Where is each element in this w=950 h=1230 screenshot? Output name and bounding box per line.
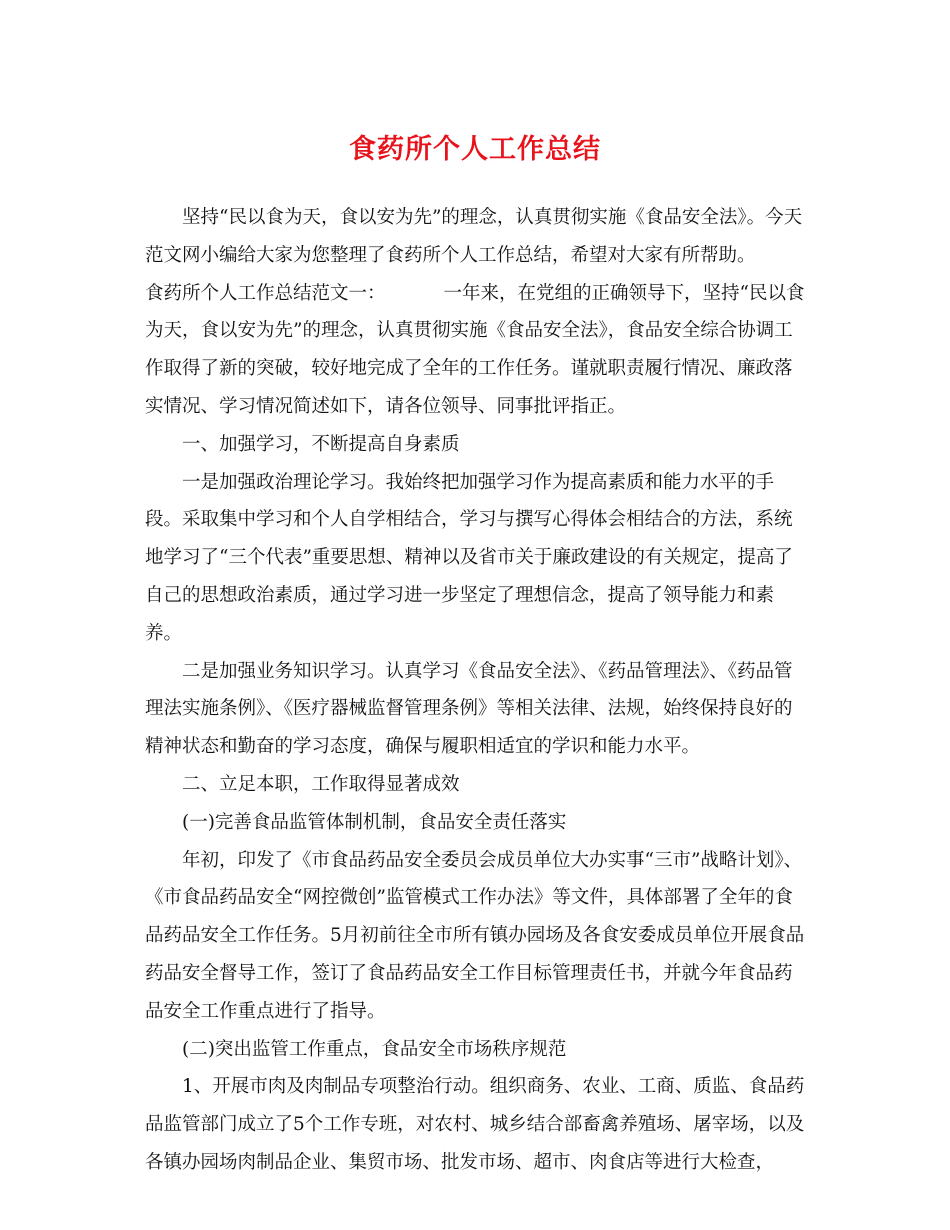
sample-text: 一年来，在党组的正确领导下，坚持“民以食为天，食以安为先”的理念，认真贯彻实施《食品安全法》，食品安全综合协调工作取得了新的突破，较好地完成了全年的工作任务。谨就职责履行情况、廉政落实情况、学习情况简述如下，请各位领导、同事批评指正。 xyxy=(145,282,805,417)
intro-paragraph xyxy=(145,199,807,275)
subsection-heading-1: (一)完善食品监管体制机制，食品安全责任落实 xyxy=(182,811,567,833)
subsection-heading-2: (二)突出监管工作重点，食品安全市场秩序规范 xyxy=(182,1038,567,1060)
paragraph-1: 一是加强政治理论学习。我始终把加强学习作为提高素质和能力水平的手段。采取集中学习和个人自学相结合，学习与撰写心得体会相结合的方法，系统地学习了“三个代表”重要思想、精神以及省市关于廉政建设的有关规定，提高了自己的思想政治素质，通过学习进一步坚定了理想信念，提高了领导能力和素养。 xyxy=(145,471,793,644)
sample-paragraph xyxy=(145,275,807,426)
section-heading-2: 二、立足本职，工作取得显著成效 xyxy=(182,773,460,795)
intro-text: 坚持“民以食为天，食以安为先”的理念，认真贯彻实施《食品安全法》。今天范文网小编给大家为您整理了食药所个人工作总结，希望对大家有所帮助。 xyxy=(145,207,803,266)
paragraph-2: 二是加强业务知识学习。认真学习《食品安全法》、《药品管理法》、《药品管理法实施条例》、《医疗器械监督管理条例》等相关法律、法规，始终保持良好的精神状态和勤奋的学习态度，确保与履职相适宜的学识和能力水平。 xyxy=(145,660,793,758)
paragraph-3: 年初，印发了《市食品药品安全委员会成员单位大办实事“三市”战略计划》、《市食品药品安全“网控微创”监管模式工作办法》等文件，具体部署了全年的食品药品安全工作任务。5月初前往全市所有镇办园场及各食安委成员单位开展食品药品安全督导工作，签订了食品药品安全工作目标管理责任书，并就今年食品药品安全工作重点进行了指导。 xyxy=(145,849,805,1022)
section-heading-1: 一、加强学习，不断提高自身素质 xyxy=(182,433,460,455)
sample-heading: 食药所个人工作总结范文一： xyxy=(145,282,386,304)
document-title: 食药所个人工作总结 xyxy=(349,134,601,165)
paragraph-4: 1、开展市肉及肉制品专项整治行动。组织商务、农业、工商、质监、食品药品监管部门成立了5个工作专班，对农村、城乡结合部畜禽养殖场、屠宰场，以及各镇办园场肉制品企业、集贸市场、批发市场、超市、肉食店等进行大检查， xyxy=(145,1076,805,1173)
document-body xyxy=(145,199,807,1182)
